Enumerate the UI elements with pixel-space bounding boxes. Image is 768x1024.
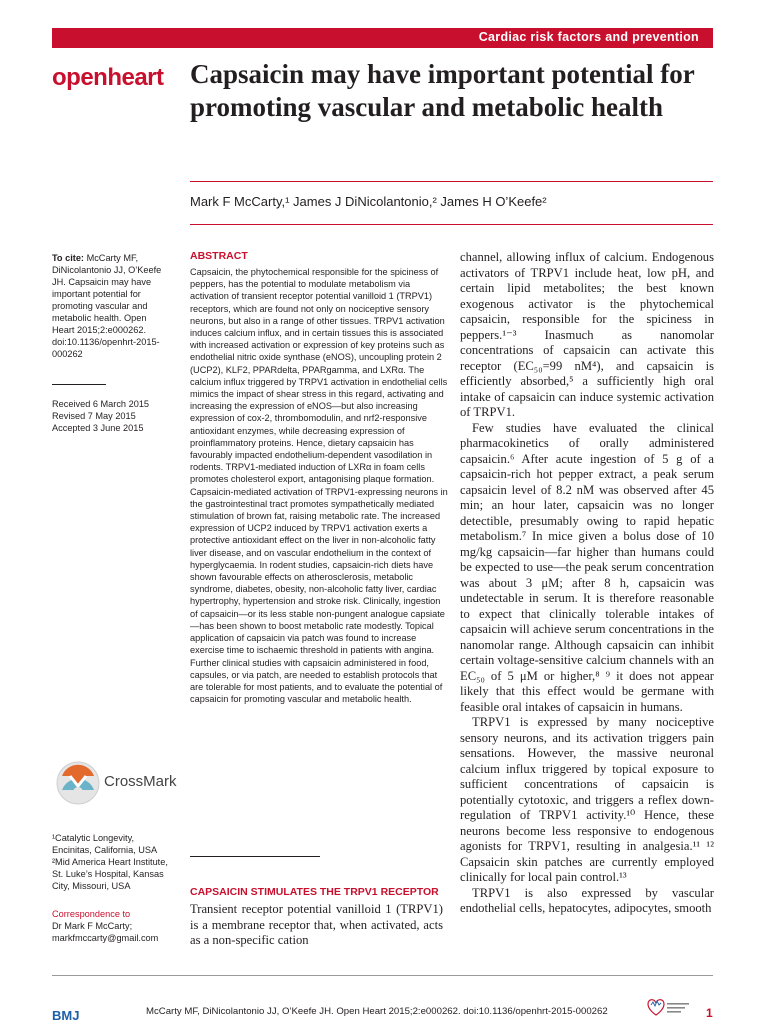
footer-citation: McCarty MF, DiNicolantonio JJ, O’Keefe JH. Open Heart 2015;2:e000262. doi:10.1136/openhrt-2015-000262 <box>146 1006 608 1017</box>
cite-text: McCarty MF, DiNicolantonio JJ, O’Keefe JH. Capsaicin may have important potential for promoting vascular and metabolic health. Open Heart 2015;2:e000262. doi:10.1136/openhrt-2015-000262 <box>52 253 162 359</box>
bcs-heart-logo-icon <box>640 996 694 1022</box>
abstract-text: Capsaicin, the phytochemical responsible for the spiciness of peppers, has the potential to modulate metabolism via activation of transient receptor potential vanilloid 1 (TRPV1) receptors, which are found not only on nociceptive sensory neurons, but also in a range of other tissues. TRPV1 activation induces calcium influx, and in certain tissues this is associated with increased activation or expression of key proteins such as endothelial nitric oxide synthase (eNOS), uncoupling protein 2 (UCP2), KLF2, PPARdelta, PPARgamma, and LXRα. The calcium influx triggered by TRPV1 activation in endothelial cells mimics the impact of shear stress in this regard, activating and increasing the expression of eNOS—but also increasing expression of cox-2, thrombomodulin, and nrf2-responsive antioxidant enzymes, while decreasing expression of proinflammatory proteins. Hence, dietary capsaicin has favourably impacted endothelium-dependent vasodilation in rodents. TRPV1-mediated induction of LXRα in foam cells promotes cholesterol export, antagonising plaque formation. Capsaicin-mediated activation of TRPV1-expressing neurons in the gastrointestinal tract promotes sympathetically mediated stimulation of brown fat, raising metabolic rate. The increased expression of UCP2 induced by TRPV1 activation exerts a protective antioxidant effect on the liver in non-alcoholic fatty liver disease, and on vascular endothelium in the context of hyperglycaemia. In rodent studies, capsaicin-rich diets have shown favourable effects on atherosclerosis, metabolic syndrome, diabetes, obesity, non-alcoholic fatty liver, cardiac hypertrophy, hypertension and stroke risk. Clinically, ingestion of capsaicin—or its less stable non-pungent analogue capsiate—has been shown to boost metabolic rate modestly. Topical application of capsaicin via patch was found to increase exercise time to ischaemic threshold in patients with angina. Further clinical studies with capsaicin administered in food, capsules, or via patch, are needed to establish protocols that are tolerable for most patients, and to evaluate the potential of capsaicin for promoting vascular and metabolic health. <box>190 267 448 705</box>
affiliations <box>52 832 170 892</box>
correspondence-block <box>52 908 170 944</box>
body-right-column <box>460 250 714 917</box>
affiliation-2: ²Mid America Heart Institute, St. Luke’s Hospital, Kansas City, Missouri, USA <box>52 857 168 891</box>
crossmark-label: CrossMark <box>104 773 177 790</box>
body-paragraph-2: Few studies have evaluated the clinical pharmacokinetics of orally administered capsaicin.⁶ After acute ingestion of 5 g of a capsaicin-rich hot pepper extract, a peak serum capsaicin level of 8.2 nM was observed after 45 min; an hour later, capsaicin was no longer detectible, presumably owing to rapid hepatic metabolism.⁷ In mice given a bolus dose of 10 mg/kg capsaicin—far higher than humans could be expected to use—the peak serum concentration was about 3 μM; after 8 h, capsaicin was undetectable in serum. It is therefore reasonable to expect that clinically tolerable intakes of capsaicin will achieve serum concentrations in the nanomolar range. Although capsaicin can inhibit certain voltage-sensitive calcium channels with an EC₅₀ of 5 μM or higher,⁸ ⁹ it does not appear likely that this effect would be germane with feasible oral intakes of capsaicin in humans. <box>460 420 714 714</box>
section-banner <box>52 28 713 48</box>
journal-logo: openheart <box>52 64 164 91</box>
crossmark-icon <box>56 760 100 806</box>
accepted-date: Accepted 3 June 2015 <box>52 423 144 433</box>
cite-label: To cite: <box>52 253 84 263</box>
crossmark-badge[interactable] <box>56 760 177 808</box>
revised-date: Revised 7 May 2015 <box>52 411 136 421</box>
section-paragraph: Transient receptor potential vanilloid 1 (TRPV1) is a membrane receptor that, when activated, acts as a non-specific cation <box>190 902 443 947</box>
affiliation-1: ¹Catalytic Longevity, Encinitas, California, USA <box>52 833 158 855</box>
publisher-logo: BMJ <box>52 1008 80 1023</box>
page-number: 1 <box>706 1006 713 1020</box>
body-paragraph-3: TRPV1 is expressed by many nociceptive sensory neurons, and its activation triggers pain sensations. However, the massive neuronal calcium influx triggered by topical exposure to sufficient concentrations of capsaicin is potentially cytotoxic, and triggers a reflex down-regulation of TRPV1 activity.¹⁰ Hence, these neurons become less responsive to endogenous agonists for TRPV1, resulting in analgesia.¹¹ ¹² Capsaicin skin patches are currently employed clinically for local pain control.¹³ <box>460 715 714 884</box>
received-date: Received 6 March 2015 <box>52 399 150 409</box>
section-heading: CAPSAICIN STIMULATES THE TRPV1 RECEPTOR <box>190 886 439 898</box>
article-title: Capsaicin may have important potential for promoting vascular and metabolic health <box>190 59 695 122</box>
sidebar-divider <box>52 384 106 385</box>
authors-divider <box>190 224 713 225</box>
footer-divider <box>52 975 713 976</box>
banner-label: Cardiac risk factors and prevention <box>478 30 699 44</box>
abstract-heading: ABSTRACT <box>190 250 248 262</box>
body-paragraph-1: channel, allowing influx of calcium. Endogenous activators of TRPV1 include heat, low pH, and certain lipid metabolites; the best known exogenous activator is the phytochemical capsaicin, responsible for the spiciness in peppers.¹⁻³ Inasmuch as nanomolar concentrations of capsaicin can activate this receptor (EC₅₀=99 nM⁴), and capsaicin is efficiently absorbed,⁵ a sufficiently high oral intake of capsaicin can induce systemic activation of TRPV1. <box>460 250 714 419</box>
cite-block <box>52 252 170 360</box>
correspondence-name: Dr Mark F McCarty; <box>52 921 133 931</box>
body-paragraph-4: TRPV1 is also expressed by vascular endothelial cells, hepatocytes, adipocytes, smooth <box>460 885 714 915</box>
abstract-divider <box>190 856 320 857</box>
author-list: Mark F McCarty,¹ James J DiNicolantonio,² James H O’Keefe² <box>190 194 547 209</box>
correspondence-label: Correspondence to <box>52 909 131 919</box>
title-divider <box>190 181 713 182</box>
correspondence-email[interactable]: markfmccarty@gmail.com <box>52 933 159 943</box>
article-dates <box>52 398 170 434</box>
